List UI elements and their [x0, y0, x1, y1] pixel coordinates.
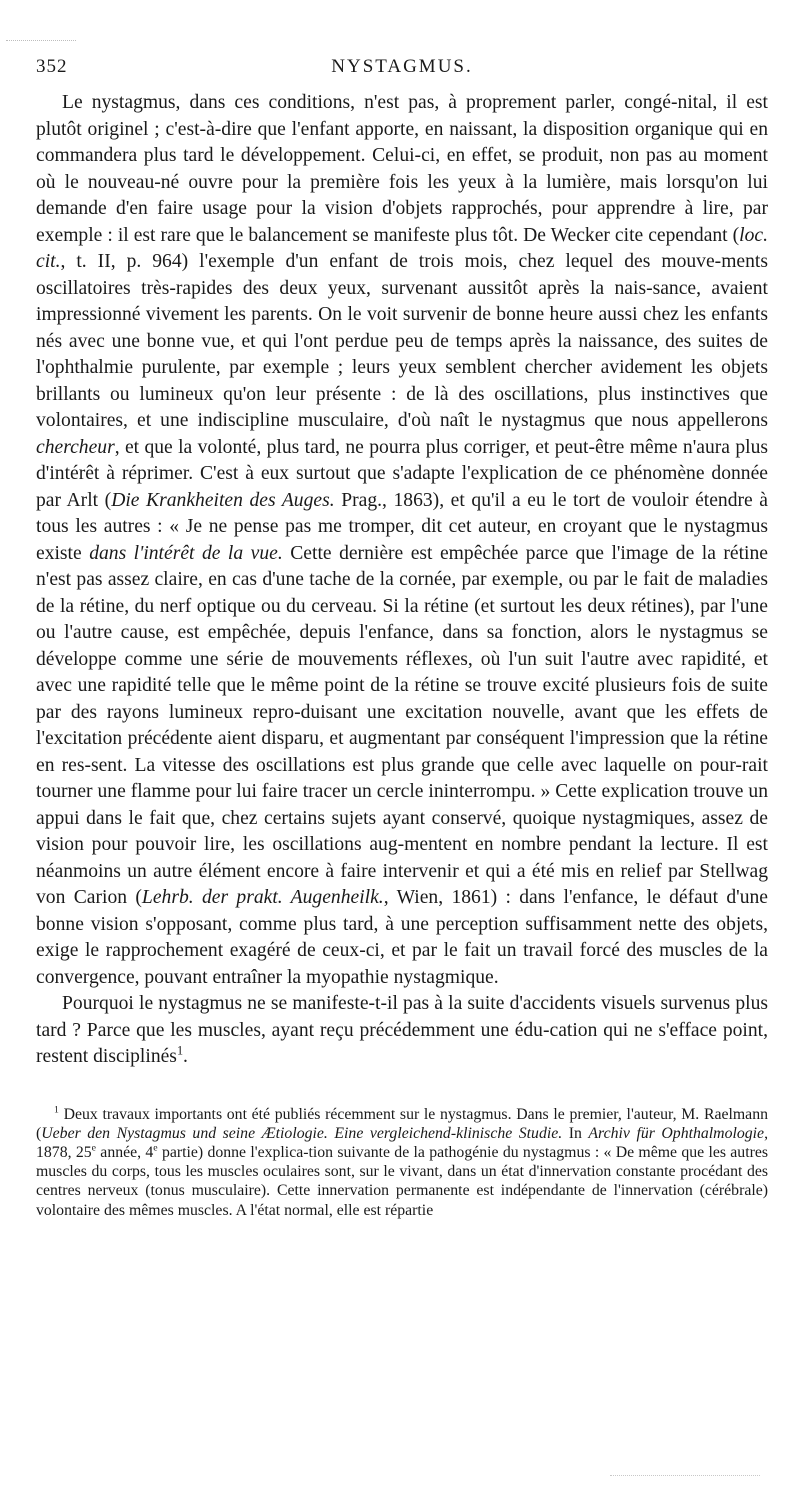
running-title: NYSTAGMUS.	[331, 56, 473, 77]
footnote-superscript-1: e	[91, 1142, 96, 1154]
citation-stellwag-title: Lehrb. der prakt. Augenheilk.	[141, 887, 384, 908]
footnote-text-1: Deux travaux importants ont été publiés récemment sur le nystagmus. Dans le premier, l'auteur, M. Raelmann (	[36, 1105, 768, 1142]
paragraph-1-text-1: Le nystagmus, dans ces conditions, n'est pas, à proprement parler, congé-nital, il est plutôt originel ; c'est-à-dire que l'enfant apporte, en naissant, la disposition organique qui en commandera plus tard le développement. Celui-ci, en effet, se produit, non pas au moment où le nouveau-né ouvre pour la première fois les yeux à la lumière, mais lorsqu'on lui demande d'en faire usage pour la vision d'objets rapprochés, pour apprendre à lire, par exemple : il est rare que le balancement se manifeste plus tôt. De Wecker cite cependant (	[36, 92, 768, 246]
citation-loc-cit: loc. cit.	[36, 224, 768, 272]
main-text	[36, 90, 768, 1071]
citation-arlt-title: Die Krankheiten des Auges.	[111, 489, 335, 511]
footnote-text-2: In	[562, 1124, 589, 1142]
scan-speck-bottom	[610, 1475, 760, 1478]
footnote-1	[36, 1105, 768, 1220]
paragraph-1	[36, 90, 768, 991]
footnote-text-4: année, 4	[96, 1143, 154, 1161]
paragraph-1-text-4: Prag., 1863), et qu'il a eu le tort de vouloir étendre à tous les autres : « Je ne pense pas me tromper, dit cet auteur, en croyant que le nystagmus existe	[36, 489, 768, 564]
paragraph-1-text-5: Cette dernière est empêchée parce que l'image de la rétine n'est pas assez claire, en cas d'une tache de la cornée, par exemple, ou par le fait de maladies de la rétine, du nerf optique ou du cerveau. Si la rétine (et surtout les deux rétines), par l'une ou l'autre cause, est empêchée, depuis l'enfance, dans sa fonction, alors le nystagmus se développe comme une série de mouvements réflexes, où l'un suit l'autre avec rapidité, et avec une rapidité telle que le même point de la rétine se trouve excité plusieurs fois de suite par des rayons lumineux repro-duisant une excitation nouvelle, avant que les effets de l'excitation précédente aient disparu, et augmentant par conséquent l'impression que la rétine en res-sent. La vitesse des oscillations est plus grande que celle avec laquelle on pour-rait tourner une flamme pour lui faire tracer un cercle ininterrompu. » Cette explication trouve un appui dans le fait que, chez certains sujets ayant conservé, quoique nystagmiques, assez de vision pour pouvoir lire, les oscillations aug-mentent en nombre pendant la lecture. Il est néanmoins un autre élément encore à faire intervenir et qui a été mis en relief par Stellwag von Carion (	[36, 542, 768, 908]
footnote-reference: 1	[176, 1043, 184, 1058]
footnote-superscript-2: e	[153, 1142, 158, 1154]
paragraph-1-text-3: , et que la volonté, plus tard, ne pourra plus corriger, et peut-être même n'aura plus d'intérêt à réprimer. C'est à eux surtout que s'adapte l'explication de ce phénomène donnée par Arlt (	[36, 436, 768, 511]
page-number: 352	[36, 56, 68, 77]
footnote-text-3: , 1878, 25	[36, 1124, 769, 1161]
footnote-citation-title: Ueber den Nystagmus und seine Ætiologie. Eine vergleichend-klinische Studie.	[41, 1124, 563, 1142]
paragraph-2-text: Pourquoi le nystagmus ne se manifeste-t-il pas à la suite d'accidents visuels survenus plus tard ? Parce que les muscles, ayant reçu précédemment une édu-cation qui ne s'efface point, restent disciplinés	[36, 993, 768, 1067]
running-head	[36, 56, 768, 90]
quote-emphasis: dans l'intérêt de la vue.	[89, 542, 283, 564]
footnote-marker: 1	[54, 1104, 59, 1116]
paragraph-1-text-2: , t. II, p. 964) l'exemple d'un enfant de trois mois, chez lequel des mouve-ments oscillatoires très-rapides des deux yeux, survenant aussitôt après la nais-sance, avaient impressionné vivement les parents. On le voit survenir de bonne heure aussi chez les enfants nés avec une bonne vue, et qui l'ont perdue peu de temps après la naissance, des suites de l'ophthalmie purulente, par exemple ; leurs yeux semblent chercher avidement les objets brillants ou lumineux qu'on leur présente : de là des oscillations, plus instinctives que volontaires, et une indiscipline musculaire, d'où naît le nystagmus que nous appellerons	[36, 251, 768, 431]
book-page	[36, 56, 768, 1220]
footnote-journal-title: Archiv für Ophthalmologie	[588, 1124, 765, 1142]
paragraph-2	[36, 991, 768, 1071]
term-chercheur: chercheur	[36, 436, 115, 458]
paragraph-1-text-6: , Wien, 1861) : dans l'enfance, le défaut d'une bonne vision s'opposant, comme plus tard, à une perception suffisamment nette des objets, exige le rapprochement exagéré de ceux-ci, et par le fait un travail forcé des muscles de la convergence, pouvant entraîner la myopathie nystagmique.	[36, 887, 768, 988]
scan-speck-top	[6, 40, 76, 43]
footnote-text-5: partie) donne l'explica-tion suivante de la pathogénie du nystagmus : « De même que les autres muscles du corps, tous les muscles oculaires sont, sur le vivant, dans un état d'innervation constante procédant des centres nerveux (tonus musculaire). Cette innervation permanente est indépendante de l'innervation (cérébrale) volontaire des mêmes muscles. A l'état normal, elle est répartie	[36, 1143, 769, 1219]
footnotes	[36, 1105, 768, 1220]
paragraph-2-end: .	[183, 1046, 188, 1067]
